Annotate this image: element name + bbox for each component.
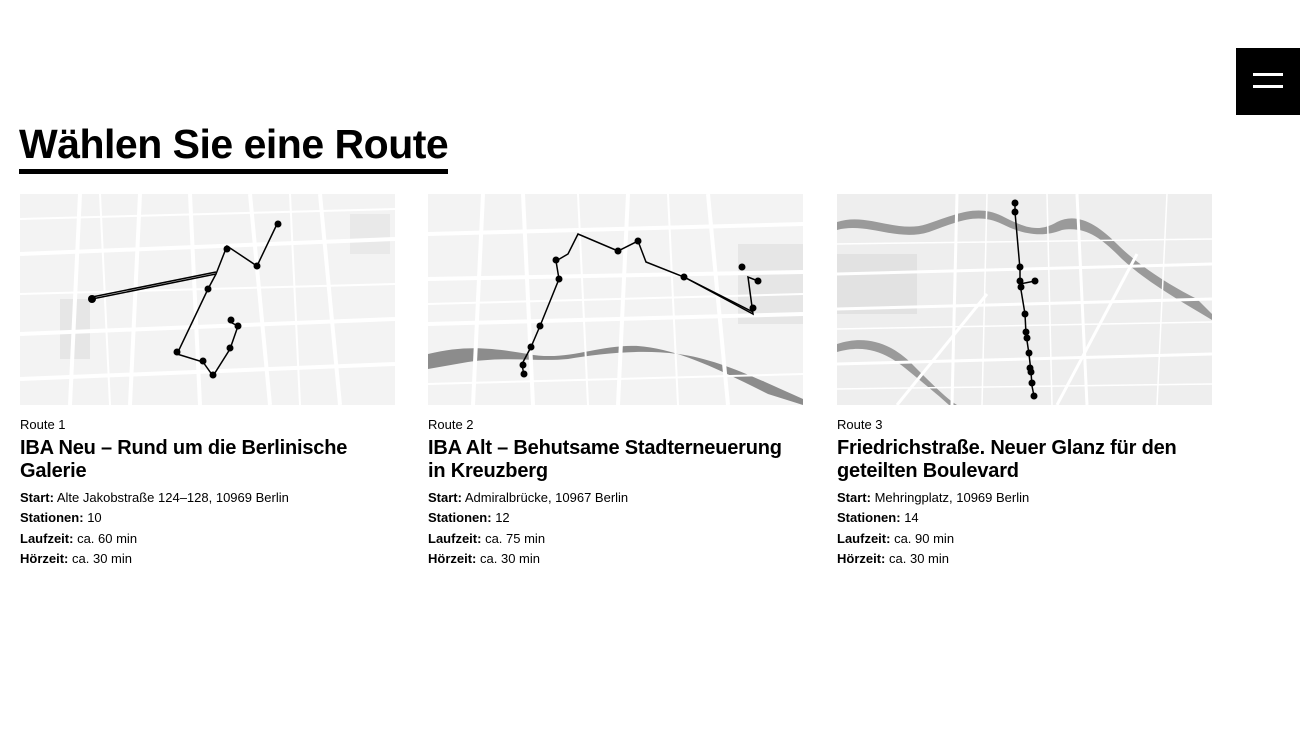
route-title[interactable]: IBA Neu – Rund um die Berlinische Galerie	[20, 437, 348, 482]
start-label: Start:	[20, 490, 54, 505]
page-title: Wählen Sie eine Route	[19, 120, 448, 174]
route-listen-time	[837, 549, 1212, 569]
listen-value: ca. 30 min	[72, 550, 132, 566]
route-details	[428, 488, 803, 569]
route-title[interactable]: Friedrichstraße. Neuer Glanz für den geteilten Boulevard	[837, 437, 1177, 482]
walk-label: Laufzeit:	[428, 530, 482, 546]
route-walk-time	[20, 529, 395, 549]
listen-label: Hörzeit:	[837, 550, 886, 566]
listen-label: Hörzeit:	[428, 550, 477, 566]
route-stations	[20, 508, 395, 528]
walk-value: ca. 90 min	[894, 530, 955, 546]
route-map-3[interactable]	[837, 194, 1212, 405]
menu-button[interactable]	[1236, 48, 1300, 115]
stations-value: 14	[904, 510, 919, 526]
listen-label: Hörzeit:	[20, 550, 69, 566]
route-start	[428, 488, 803, 508]
route-stations	[428, 508, 803, 528]
listen-value: ca. 30 min	[480, 550, 540, 566]
start-value: Alte Jakobstraße 124–128, 10969 Berlin	[56, 490, 289, 505]
route-details	[20, 488, 395, 569]
route-listen-time	[428, 549, 803, 569]
walk-label: Laufzeit:	[20, 530, 74, 546]
stations-label: Stationen:	[837, 510, 901, 526]
route-card-2[interactable]	[428, 194, 803, 569]
start-label: Start:	[837, 490, 871, 505]
route-walk-time	[428, 529, 803, 549]
route-listen-time	[20, 549, 395, 569]
listen-value: ca. 30 min	[889, 550, 949, 566]
stations-value: 10	[87, 510, 102, 526]
route-title[interactable]: IBA Alt – Behutsame Stadterneuerung in Kreuzberg	[428, 437, 782, 482]
hamburger-menu-icon	[1253, 85, 1283, 88]
route-details	[837, 488, 1212, 569]
stations-value: 12	[495, 510, 510, 526]
route-number: Route 1	[20, 417, 66, 432]
route-start	[837, 488, 1212, 508]
stations-label: Stationen:	[20, 510, 84, 526]
route-start	[20, 488, 395, 508]
route-number: Route 3	[837, 417, 883, 432]
start-value: Mehringplatz, 10969 Berlin	[874, 490, 1030, 505]
start-value: Admiralbrücke, 10967 Berlin	[464, 490, 629, 505]
walk-label: Laufzeit:	[837, 530, 891, 546]
route-map-2[interactable]	[428, 194, 803, 405]
route-card-3[interactable]	[837, 194, 1212, 569]
stations-label: Stationen:	[428, 510, 492, 526]
route-number: Route 2	[428, 417, 474, 432]
hamburger-menu-icon	[1253, 73, 1283, 76]
walk-value: ca. 60 min	[77, 530, 138, 546]
walk-value: ca. 75 min	[485, 530, 546, 546]
route-card-1[interactable]	[20, 194, 395, 569]
start-label: Start:	[428, 490, 462, 505]
route-stations	[837, 508, 1212, 528]
route-map-1[interactable]	[20, 194, 395, 405]
route-walk-time	[837, 529, 1212, 549]
